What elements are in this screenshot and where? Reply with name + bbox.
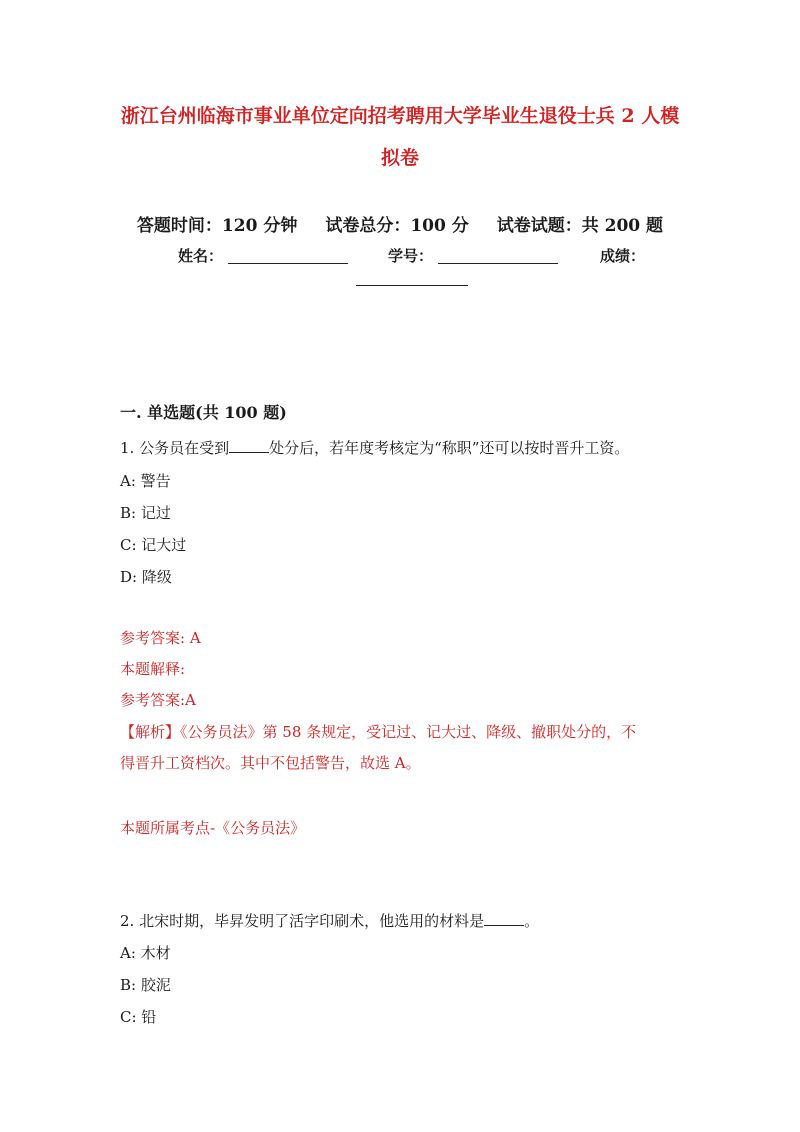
- question-1-option-a: A: 警告: [120, 472, 171, 490]
- answer-blank: [484, 911, 524, 926]
- exam-question-count: 试卷试题：共 200 题: [496, 216, 664, 236]
- question-1-option-c: C: 记大过: [120, 536, 187, 554]
- question-2-option-a: A: 木材: [120, 944, 171, 962]
- student-id-label: 学号：: [388, 247, 434, 265]
- answer-blank: [229, 438, 269, 453]
- question-1-explanation-line1: 【解析】《公务员法》第 58 条规定，受记过、记大过、降级、撤职处分的，不: [120, 723, 637, 741]
- question-2-option-b: B: 胶泥: [120, 976, 171, 994]
- question-1-explain-label: 本题解释:: [120, 660, 186, 678]
- exam-title-line1: 浙江台州临海市事业单位定向招考聘用大学毕业生退役士兵 2 人模: [120, 105, 680, 127]
- question-1-stem: 1. 公务员在受到 处分后，若年度考核定为“称职”还可以按时晋升工资。: [120, 439, 630, 457]
- name-blank: [228, 247, 348, 264]
- score-blank: [356, 269, 468, 286]
- question-1-explanation-line2: 得晋升工资档次。其中不包括警告，故选 A。: [120, 754, 421, 772]
- question-1-answer: 参考答案: A: [120, 629, 201, 647]
- score-label: 成绩：: [600, 247, 646, 265]
- question-1-option-b: B: 记过: [120, 504, 171, 522]
- question-1-answer-repeat: 参考答案:A: [120, 691, 196, 709]
- section-title: 一. 单选题(共 100 题): [120, 403, 287, 422]
- name-label: 姓名：: [178, 247, 224, 265]
- question-1-knowledge-point: 本题所属考点-《公务员法》: [120, 819, 306, 837]
- exam-meta: [80, 211, 720, 236]
- student-id-blank: [438, 247, 558, 264]
- exam-title-line2: 拟卷: [380, 147, 419, 169]
- question-2-option-c: C: 铅: [120, 1008, 157, 1026]
- exam-total-score: 试卷总分：100 分: [325, 216, 469, 236]
- question-2-stem: 2. 北宋时期，毕昇发明了活字印刷术，他选用的材料是 。: [120, 912, 540, 930]
- exam-time: 答题时间：120 分钟: [136, 216, 298, 236]
- question-1-option-d: D: 降级: [120, 568, 172, 586]
